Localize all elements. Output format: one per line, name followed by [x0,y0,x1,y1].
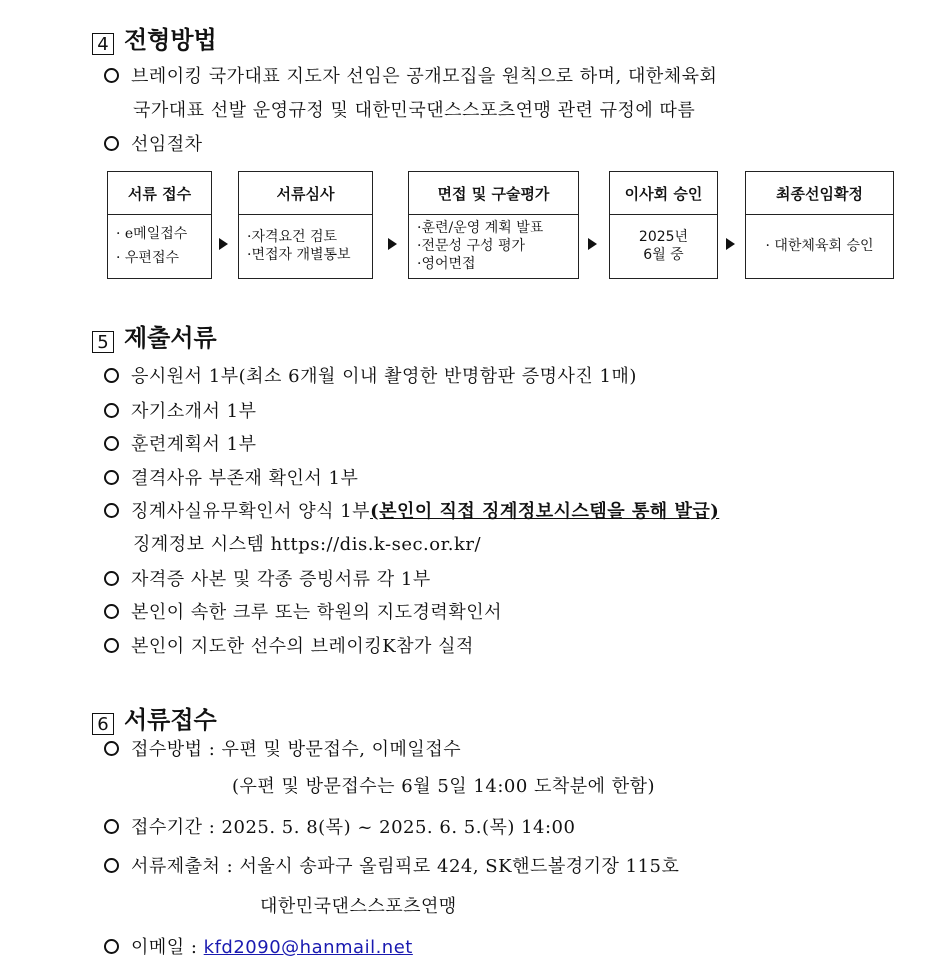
section-6-heading [92,700,217,735]
emphasis-note: (본인이 직접 징계정보시스템을 통해 발급) [370,501,720,522]
process-step-5 [745,171,894,279]
step-head: 서류심사 [239,172,372,215]
circle-bullet-icon [104,503,119,518]
step-head: 서류 접수 [108,172,211,215]
step-line: · 대한체육회 승인 [765,238,874,254]
bullet-item: 응시원서 1부(최소 6개월 이내 촬영한 반명함판 증명사진 1매) [104,362,637,388]
process-step-3 [408,171,579,279]
circle-bullet-icon [104,68,119,83]
bullet-item: 선임절차 [104,130,203,156]
section-title: 서류접수 [124,706,217,734]
bullet-item-continuation: 국가대표 선발 운영규정 및 대한민국댄스스포츠연맹 관련 규정에 따름 [133,100,696,121]
arrow-right-icon [219,238,228,250]
circle-bullet-icon [104,819,119,834]
bullet-item-continuation: 징계정보 시스템 https://dis.k-sec.or.kr/ [133,534,482,555]
step-line: ·전문성 구성 평가 [417,238,526,254]
circle-bullet-icon [104,939,119,954]
circle-bullet-icon [104,638,119,653]
section-title: 전형방법 [124,26,217,54]
bullet-item: 자기소개서 1부 [104,397,257,423]
circle-bullet-icon [104,136,119,151]
bullet-item: 본인이 지도한 선수의 브레이킹K참가 실적 [104,632,474,658]
bullet-item: 자격증 사본 및 각종 증빙서류 각 1부 [104,565,431,591]
step-head: 면접 및 구술평가 [409,172,578,215]
process-step-1 [107,171,212,279]
bullet-item: 훈련계획서 1부 [104,430,257,456]
circle-bullet-icon [104,604,119,619]
step-line: ·자격요건 검토 [247,229,338,245]
process-step-2 [238,171,373,279]
arrow-right-icon [588,238,597,250]
circle-bullet-icon [104,470,119,485]
bullet-item: 서류제출처 : 서울시 송파구 올림픽로 424, SK핸드볼경기장 115호 [104,852,679,878]
process-step-4 [609,171,718,279]
circle-bullet-icon [104,436,119,451]
step-line: ·면접자 개별통보 [247,247,351,263]
bullet-item: 결격사유 부존재 확인서 1부 [104,464,358,490]
section-5-heading [92,318,217,353]
bullet-item: 브레이킹 국가대표 지도자 선임은 공개모집을 원칙으로 하며, 대한체육회 [104,62,717,88]
section-number: 4 [92,33,114,55]
address-line: 대한민국댄스스포츠연맹 [260,896,457,917]
step-head: 이사회 승인 [610,172,717,215]
circle-bullet-icon [104,368,119,383]
step-line: · 우편접수 [116,250,179,266]
step-head: 최종선임확정 [746,172,893,215]
bullet-item: 접수기간 : 2025. 5. 8(목) ~ 2025. 6. 5.(목) 14:00 [104,813,575,839]
step-line: · e메일접수 [116,226,188,242]
bullet-item: 본인이 속한 크루 또는 학원의 지도경력확인서 [104,598,502,624]
step-line: ·영어면접 [417,256,476,272]
step-line: ·훈련/운영 계획 발표 [417,220,544,236]
circle-bullet-icon [104,741,119,756]
step-line: 6월 중 [643,247,684,263]
arrow-right-icon [388,238,397,250]
section-number: 5 [92,331,114,353]
arrow-right-icon [726,238,735,250]
note-line: (우편 및 방문접수는 6월 5일 14:00 도착분에 한함) [232,776,656,797]
circle-bullet-icon [104,858,119,873]
circle-bullet-icon [104,403,119,418]
section-number: 6 [92,713,114,735]
email-link[interactable]: kfd2090@hanmail.net [203,937,413,958]
section-title: 제출서류 [124,324,217,352]
bullet-item: 징계사실유무확인서 양식 1부(본인이 직접 징계정보시스템을 통해 발급) [104,497,719,523]
bullet-item: 이메일 : kfd2090@hanmail.net [104,933,413,959]
circle-bullet-icon [104,571,119,586]
step-line: 2025년 [638,229,689,245]
section-4-heading [92,20,217,55]
bullet-item: 접수방법 : 우편 및 방문접수, 이메일접수 [104,735,461,761]
